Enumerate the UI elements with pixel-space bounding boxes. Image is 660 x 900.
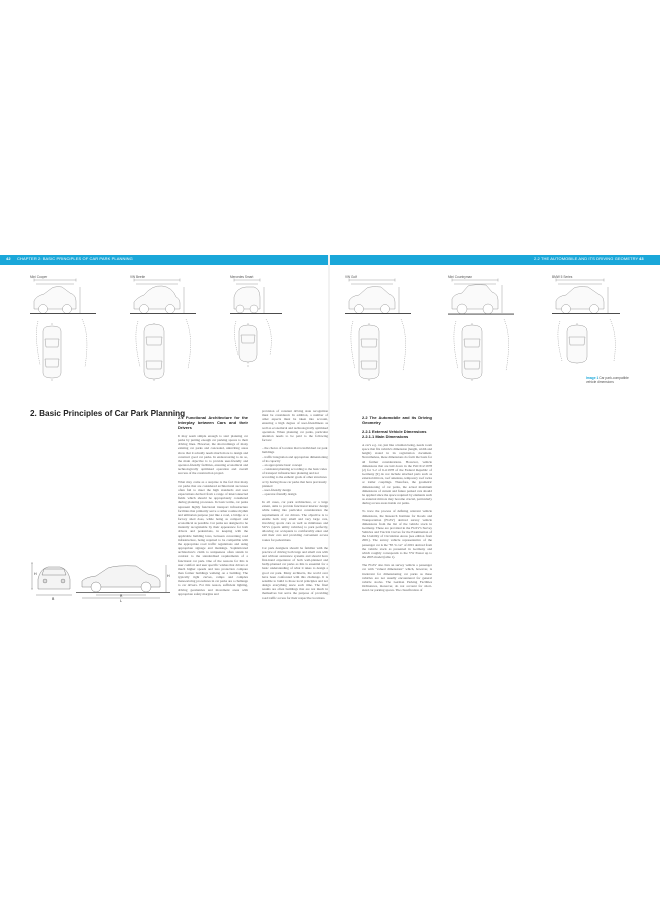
vehicle-dimension-figure (30, 545, 180, 603)
figure-caption (586, 376, 636, 384)
car-panel-4 (345, 275, 423, 385)
car-label: Mini Countryman (448, 275, 473, 279)
paragraph: In all cases, car park architecture, or a large extent, aims to provide functional interior design while taking into particular consideration the requirements of car drivers. The objective is to enable both very small and very large cars, involving sports cars as well as minibuses and SUVs (sports utility vehicles) to park perfectly, allowing car occupants to comfortably enter and exit their cars and providing convenient access routes for pedestrians. (262, 500, 328, 542)
car-drawing (230, 275, 308, 385)
car-label: VW Beetle (130, 275, 146, 279)
header-bar (0, 255, 660, 265)
paragraph: To trace the process of defining relevant vehicle dimensions, the Research Institute for Roads and Transportation (FGSV) derived survey vehicle dimensions from the list of the vehicle stock in Germany. These are provided in the FGSV's Survey Vehicles and Tractrix Curves for the Examination of the Usability of Circulation Areas (see edition from 2001). The survey vehicle representative of the passenger car is the "85 % car" of 2001 derived from the vehicle stock as presented in Germany and which roughly corresponds to the VW Passat up to the 2005 model (table 1). (362, 509, 432, 560)
svg-text:H: H (167, 574, 170, 578)
svg-text:R: R (120, 594, 123, 598)
paragraph: Car park designers should be familiar with the practice of driving both large and small cars with and without assistance systems and should have first-hand experience of both well-planned and badly-planned car parks as this is essential for a basic understanding of what it takes to design a good car park. Many architects, the world over have been confronted with this challenge. It is sensible to build to those local principles and not design everything anew each time. The final results are often buildings that are not much in themselves but serve the purpose of providing road traffic access for their respective locations. (262, 545, 328, 600)
subsection-heading: 2.2.1 External Vehicle Dimensions (362, 429, 427, 434)
factor-list: – the choice of location that is individual car park buildings – traffic integration and appropriate dimensioning of its capacity – an appropriate basic concept – consistent planning according to the basic rules of transport infrastructure planning and not according to the esthetic goals of other structures or by having those car parks that have previously planned – user-friendly design – operator-friendly design (262, 446, 328, 496)
left-column-1 (178, 415, 248, 600)
car-drawing (552, 275, 630, 385)
paragraph: A car's e.g. car, just like a human being, needs room space that fits vehicle's dimension (length, width and height) stated in its registration document. Nevertheless, these dimensions do form the basis for all further considerations. However, vehicle dimensions that are laid down in the ISO 612:1978 (2) for 5-2 of 6-4:1978 of the Federal Republic of Germany [9] do not include attached parts such as external mirrors, roof antennas, temporary roof racks or trailer couplings. Therefore, the geometric dimensioning of car parks, the actual maximum dimensions of current and future parked cars should be applied since the space required by elements such as external mirrors may become crucial, particularly during access areas inside car parks. (362, 443, 432, 506)
car-panel-1 (30, 275, 108, 385)
page-gutter (328, 255, 330, 595)
car-label: Mercedes Smart (230, 275, 254, 279)
svg-text:L: L (120, 599, 122, 603)
left-column-2 (262, 409, 328, 604)
paragraph: It may seem simple enough to start planning car parks by putting enough car parking spaces to their driving lines. However, the shortcomings of many existing car parks and concealed, uninviting areas show that it actually needs much more to design and construct good car parks. In endeavouring to do so, the main objective is to provide user-friendly and operator-friendly facilities, ensuring economical and technologically optimised operation and overall success of the construction project. (178, 434, 248, 476)
book-spread (0, 255, 660, 603)
car-drawing (30, 275, 108, 385)
paragraph: What may come as a surprise is the fact that many car parks that are considered architectural successes often fail to meet the high standards and user expectations derived from a range of interconnected fields which should be appropriately considered during planning processes. In basic terms, car parks represent highly functional transport infrastructure facilities that primarily serve a rather routine rhythm and utilitarian purpose just like a road, a bridge or a factory shed does, while being as compact and economical as possible. Car parks are designed to be instantly recognisable by their appearance for both drivers and pedestrians, in keeping with the applicable building laws, between concerning road infrastructure, being required to be compatible with the appropriate road traffic regulations and using appropriate signage and markings. Sophisticated architecture's claim to uniqueness often stands in contrast to the standardised requirements of a functional car park. One of the reasons for this is user comfort and user specific wishes that drivers at much higher speeds and less protection compare than former buildings walking on a building. The typically tight curves, ramps and complex manoeuvring procedures in car parks are a challenge to car drivers. For this reason, sufficient lighting, driving geometries and movement areas with appropriate safety margins and (178, 479, 248, 596)
car-label: BMW 5 Series (552, 275, 573, 279)
right-column-1 (362, 415, 432, 596)
car-drawing (130, 275, 208, 385)
chapter-title: 2. Basic Principles of Car Park Planning (30, 409, 186, 418)
section-heading: 2.1 Functional Architecture for the Interplay between Cars and their Drivers (178, 415, 248, 430)
subsection-heading: 2.2.1.1 Main Dimensions (362, 434, 409, 439)
right-running-head: 2.2 THE AUTOMOBILE AND ITS DRIVING GEOMETRY (534, 256, 639, 261)
car-drawing (448, 275, 526, 385)
paragraph: The FGSV also lists an survey vehicle a passenger car with "valued dimensions" which, however, is irrelevant for dimensioning car parks as these vehicles are not usually encountered for general vehicle stocks. The German Parking Facilities Ordinances, moreover, do not account for short-sized car parking spaces. The classification of (362, 563, 432, 593)
car-label: Mini Cooper (30, 275, 48, 279)
car-panel-3 (230, 275, 308, 385)
caption-label: Image 1 (586, 376, 599, 380)
car-panel-5 (448, 275, 526, 385)
section-heading: 2.2 The Automobile and its Driving Geometry (362, 415, 432, 425)
car-panel-2 (130, 275, 208, 385)
svg-text:H: H (34, 572, 37, 576)
car-drawing (345, 275, 423, 385)
right-page-number: 43 (639, 256, 644, 261)
vehicle-diagram (30, 545, 180, 603)
left-running-head: CHAPTER 2: BASIC PRINCIPLES OF CAR PARK PLANNING (17, 256, 133, 261)
svg-text:B: B (52, 597, 55, 601)
car-label: VW Golf (345, 275, 357, 279)
car-panel-6 (552, 275, 630, 385)
left-page-number: 42 (6, 256, 11, 261)
paragraph: provision of constant driving state recognition must be considered. In addition, a number of other aspects must be taken into account, ensuring a high degree of user-friendliness as well as economical and technologically optimised operation. When planning car parks, particular attention needs to be paid to the following factors: (262, 409, 328, 443)
caption-text: Car park-compatible vehicle dimensions (586, 376, 629, 384)
